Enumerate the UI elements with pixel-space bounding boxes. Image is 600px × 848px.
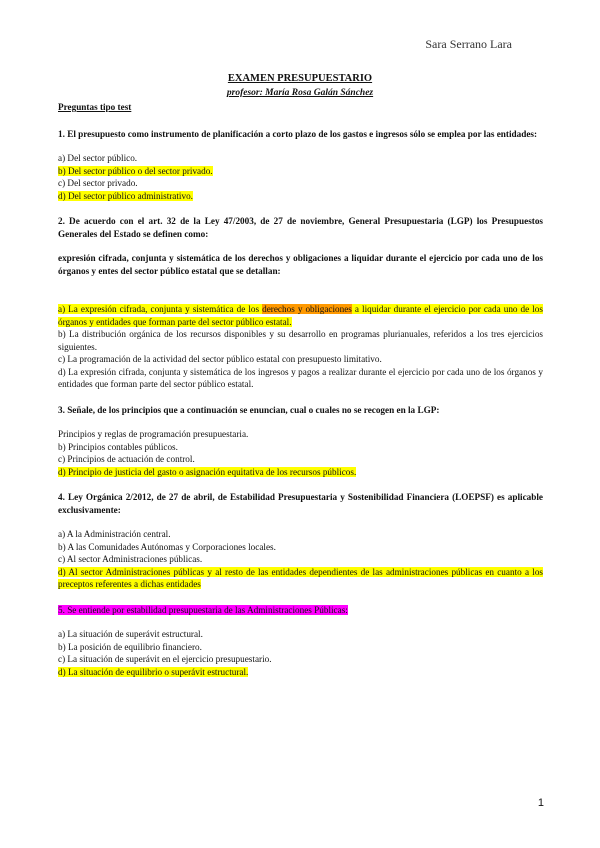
question-3: 3. Señale, de los principios que a continuación se enuncian, cual o cuales no se recogen en la LGP: (58, 404, 440, 415)
q4-option-a: a) A la Administración central. (58, 529, 171, 539)
question-4: 4. Ley Orgánica 2/2012, de 27 de abril, de Estabilidad Presupuestaria y Sostenibilidad Financiera (LOEPSF) es aplicable exclusivamente: (58, 492, 543, 515)
q1-option-c: c) Del sector privado. (58, 178, 138, 188)
q2-option-d: d) La expresión cifrada, conjunta y sistemática de los ingresos y pagos a realizar durante el ejercicio por cada uno de los órganos y entidades que forman parte del sector público estatal. (58, 366, 543, 389)
section-title: Preguntas tipo test (58, 102, 132, 112)
q5-option-d: d) La situación de equilibrio o superávit estructural. (58, 666, 249, 677)
exam-professor: profesor: María Rosa Galán Sánchez (226, 88, 374, 98)
page-number: 1 (537, 797, 544, 809)
author-name: Sara Serrano Lara (425, 37, 512, 51)
q5-option-b: b) La posición de equilibrio financiero. (58, 641, 202, 652)
q2-option-c: c) La programación de la actividad del sector público estatal con presupuesto limitativo. (58, 354, 382, 364)
q4-option-c: c) Al sector Administraciones públicas. (58, 554, 203, 564)
q3-option-a: Principios y reglas de programación presupuestaria. (58, 429, 249, 439)
q1-option-d: d) Del sector público administrativo. (58, 190, 193, 201)
q5-option-a: a) La situación de superávit estructural. (58, 629, 203, 639)
question-1: 1. El presupuesto como instrumento de planificación a corto plazo de los gastos e ingresos sólo se emplea por las entidades: (58, 128, 538, 139)
q2-option-a: a) La expresión cifrada, conjunta y sistemática de los derechos y obligaciones a liquidar durante el ejercicio por cada uno de los órganos y entidades que forman parte del sector público estatal. (58, 304, 543, 327)
q2-option-b: b) La distribución orgánica de los recursos disponibles y su desarrollo en programas plurianuales, referidos a los tres ejercicios siguientes. (58, 329, 543, 352)
question-2: 2. De acuerdo con el art. 32 de la Ley 47/2003, de 27 de noviembre, General Presupuestaria (LGP) los Presupuestos Generales del Estado se definen como: (58, 216, 543, 239)
q5-option-c: c) La situación de superávit en el ejercicio presupuestario. (58, 654, 272, 664)
q1-option-a: a) Del sector público. (58, 153, 138, 163)
question-5: 5. Se entiende por estabilidad presupuestaria de las Administraciones Públicas: (58, 604, 348, 615)
q3-option-d: d) Principio de justicia del gasto o asignación equitativa de los recursos públicos. (58, 466, 357, 477)
q3-option-b: b) Principios contables públicos. (58, 441, 178, 452)
q4-option-d: d) Al sector Administraciones públicas y al resto de las entidades dependientes de las administraciones públicas en cuanto a los preceptos referentes a dichas entidades (58, 566, 543, 589)
q4-option-b: b) A las Comunidades Autónomas y Corporaciones locales. (58, 541, 276, 552)
exam-body (58, 101, 543, 678)
exam-title: EXAMEN PRESUPUESTARIO (227, 73, 373, 84)
q3-option-c: c) Principios de actuación de control. (58, 454, 195, 464)
q1-option-b: b) Del sector público o del sector privado. (58, 165, 213, 176)
q2-definition: expresión cifrada, conjunta y sistemática de los derechos y obligaciones a liquidar durante el ejercicio por cada uno de los órganos y entes del sector público estatal que se detallan: (58, 253, 543, 276)
